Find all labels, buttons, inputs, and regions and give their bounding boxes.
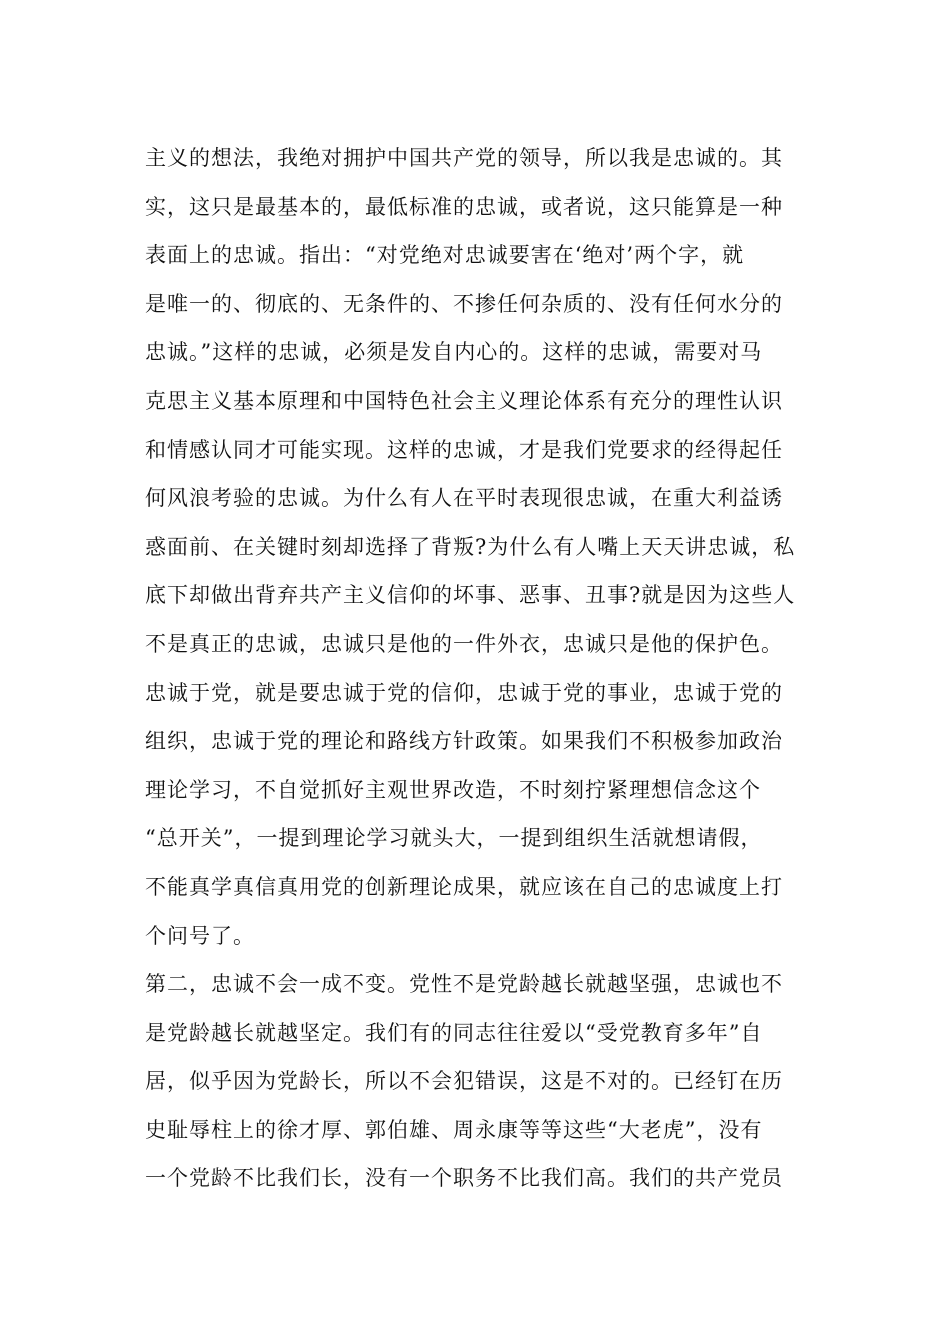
text-line: 第二，忠诚不会一成不变。党性不是党龄越长就越坚强，忠诚也不	[145, 972, 783, 997]
text-line: 不是真正的忠诚，忠诚只是他的一件外衣，忠诚只是他的保护色。	[145, 631, 783, 656]
text-line: 一个党龄不比我们长，没有一个职务不比我们高。我们的共产党员	[145, 1166, 783, 1191]
text-line: 和情感认同才可能实现。这样的忠诚，才是我们党要求的经得起任	[145, 437, 783, 462]
text-line: 底下却做出背弃共产主义信仰的坏事、恶事、丑事?就是因为这些人	[145, 583, 796, 608]
text-line: 克思主义基本原理和中国特色社会主义理论体系有充分的理性认识	[145, 388, 783, 413]
text-line: 不能真学真信真用党的创新理论成果，就应该在自己的忠诚度上打	[145, 874, 783, 899]
text-line: 个问号了。	[145, 923, 255, 948]
text-line: 主义的想法，我绝对拥护中国共产党的领导，所以我是忠诚的。其	[145, 146, 783, 170]
text-line: 忠诚。”这样的忠诚，必须是发自内心的。这样的忠诚，需要对马	[145, 340, 763, 365]
text-line: 居，似乎因为党龄长，所以不会犯错误，这是不对的。已经钉在历	[145, 1069, 783, 1094]
text-line: 理论学习，不自觉抓好主观世界改造，不时刻拧紧理想信念这个	[145, 777, 761, 802]
text-line: 是唯一的、彻底的、无条件的、不掺任何杂质的、没有任何水分的	[145, 291, 783, 316]
text-line: 表面上的忠诚。指出：“对党绝对忠诚要害在‘绝对’两个字，就	[145, 243, 745, 268]
text-line: 忠诚于党，就是要忠诚于党的信仰，忠诚于党的事业，忠诚于党的	[145, 680, 783, 705]
text-line: 实，这只是最基本的，最低标准的忠诚，或者说，这只能算是一种	[145, 194, 783, 219]
text-line: 是党龄越长就越坚定。我们有的同志往往爱以“受党教育多年”自	[145, 1020, 763, 1045]
text-line: 史耻辱柱上的徐才厚、郭伯雄、周永康等等这些“大老虎”，没有	[145, 1117, 763, 1142]
text-line: “总开关”，一提到理论学习就头大，一提到组织生活就想请假，	[145, 826, 763, 851]
body-text	[145, 134, 805, 1203]
text-line: 惑面前、在关键时刻却选择了背叛?为什么有人嘴上天天讲忠诚，私	[145, 534, 796, 559]
text-line: 何风浪考验的忠诚。为什么有人在平时表现很忠诚，在重大利益诱	[145, 486, 783, 511]
text-line: 组织，忠诚于党的理论和路线方针政策。如果我们不积极参加政治	[145, 729, 783, 754]
